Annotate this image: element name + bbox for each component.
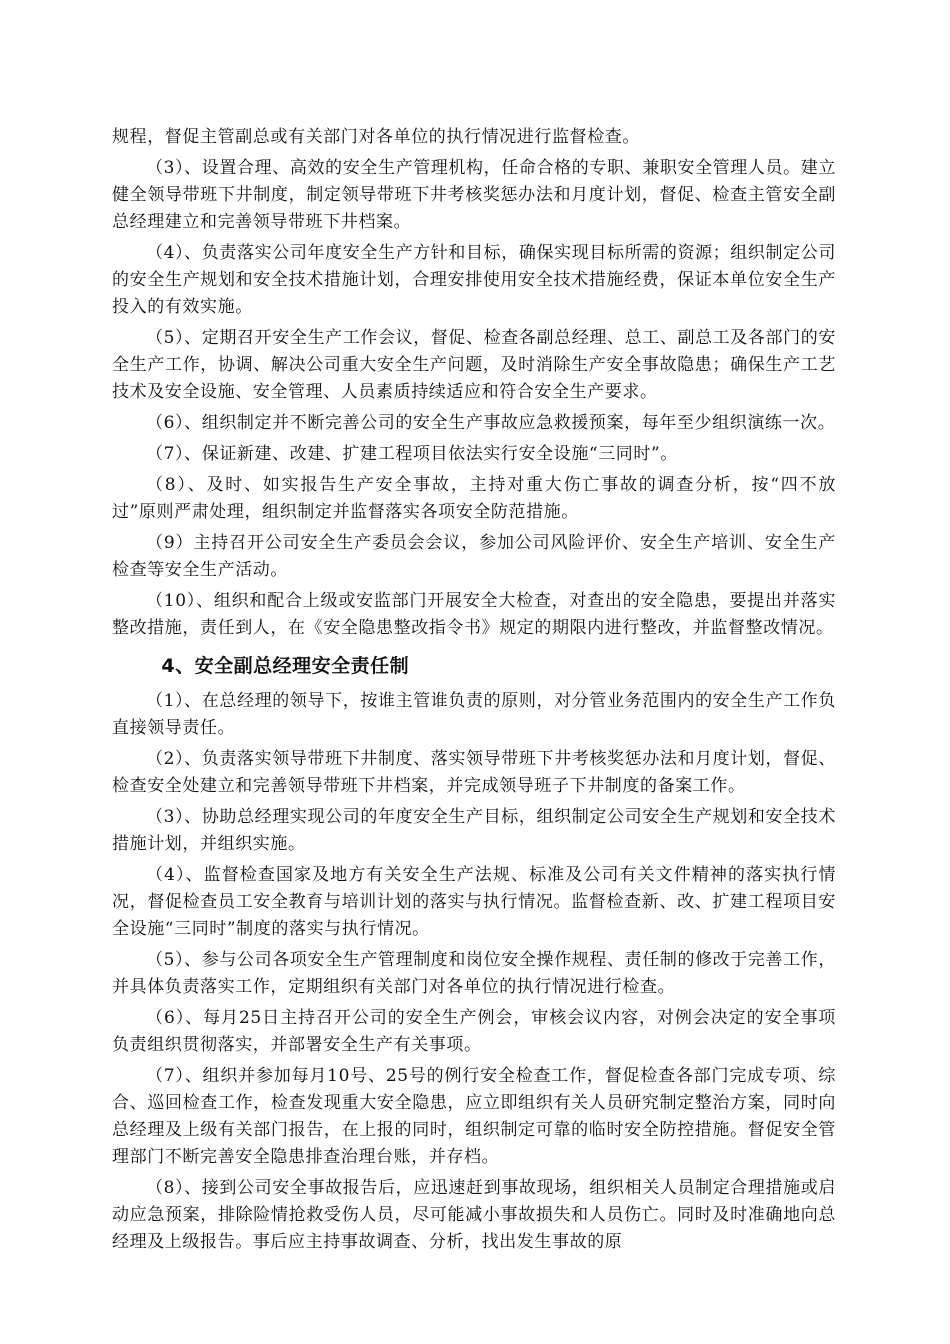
clause-4-4: （4）、监督检查国家及地方有关安全生产法规、标准及公司有关文件精神的落实执行情况，督促检查员工安全教育与培训计划的落实与执行情况。监督检查新、改、扩建工程项目安全设施“三同时”制度的落实与执行情况。 [112,865,836,939]
clause-3-9: （9）主持召开公司安全生产委员会会议，参加公司风险评价、安全生产培训、安全生产检查等安全生产活动。 [112,533,836,580]
clause-4-3: （3）、协助总经理实现公司的年度安全生产目标，组织制定公司安全生产规划和安全技术措施计划，并组织实施。 [112,807,836,854]
document-body [112,124,836,1260]
section-4-heading: 4、安全副总经理安全责任制 [161,655,410,677]
clause-3-4: （4）、负责落实公司年度安全生产方针和目标，确保实现目标所需的资源；组织制定公司的安全生产规划和安全技术措施计划，合理安排使用安全技术措施经费，保证本单位安全生产投入的有效实施。 [112,243,836,317]
clause-3-7: （7）、保证新建、改建、扩建工程项目依法实行安全设施“三同时”。 [146,444,678,464]
clause-3-10: （10）、组织和配合上级或安监部门开展安全大检查，对查出的安全隐患，要提出并落实整改措施，责任到人，在《安全隐患整改指令书》规定的期限内进行整改，并监督整改情况。 [112,591,836,638]
clause-4-2: （2）、负责落实领导带班下井制度、落实领导带班下井考核奖惩办法和月度计划，督促、检查安全处建立和完善领导带班下井档案，并完成领导班子下井制度的备案工作。 [112,749,836,796]
clause-4-1: （1）、在总经理的领导下，按谁主管谁负责的原则，对分管业务范围内的安全生产工作负直接领导责任。 [112,691,836,738]
clause-3-5: （5）、定期召开安全生产工作会议，督促、检查各副总经理、总工、副总工及各部门的安全生产工作，协调、解决公司重大安全生产问题，及时消除生产安全事故隐患；确保生产工艺技术及安全设施、安全管理、人员素质持续适应和符合安全生产要求。 [112,328,836,402]
clause-4-8: （8）、接到公司安全事故报告后，应迅速赶到事故现场，组织相关人员制定合理措施或启动应急预案，排除险情抢救受伤人员，尽可能减小事故损失和人员伤亡。同时及时准确地向总经理及上级报告。事后应主持事故调查、分析，找出发生事故的原 [112,1178,836,1252]
clause-4-7: （7）、组织并参加每月10号、25号的例行安全检查工作，督促检查各部门完成专项、综合、巡回检查工作，检查发现重大安全隐患，应立即组织有关人员研究制定整治方案，同时向总经理及上级有关部门报告，在上报的同时，组织制定可靠的临时安全防控措施。督促安全管理部门不断完善安全隐患排查治理台账，并存档。 [112,1066,836,1167]
clause-3-3: （3）、设置合理、高效的安全生产管理机构，任命合格的专职、兼职安全管理人员。建立健全领导带班下井制度，制定领导带班下井考核奖惩办法和月度计划，督促、检查主管安全副总经理建立和完善领导带班下井档案。 [112,158,836,232]
clause-3-6: （6）、组织制定并不断完善公司的安全生产事故应急救援预案，每年至少组织演练一次。 [146,413,836,433]
clause-4-6: （6）、每月25日主持召开公司的安全生产例会，审核会议内容，对例会决定的安全事项负责组织贯彻落实，并部署安全生产有关事项。 [112,1008,836,1055]
clause-3-8: （8）、及时、如实报告生产安全事故，主持对重大伤亡事故的调查分析，按“四不放过”原则严肃处理，组织制定并监督落实各项安全防范措施。 [112,475,836,522]
clause-4-5: （5）、参与公司各项安全生产管理制度和岗位安全操作规程、责任制的修改于完善工作，并具体负责落实工作，定期组织有关部门对各单位的执行情况进行检查。 [112,950,836,997]
paragraph-continuation: 规程，督促主管副总或有关部门对各单位的执行情况进行监督检查。 [112,127,640,147]
